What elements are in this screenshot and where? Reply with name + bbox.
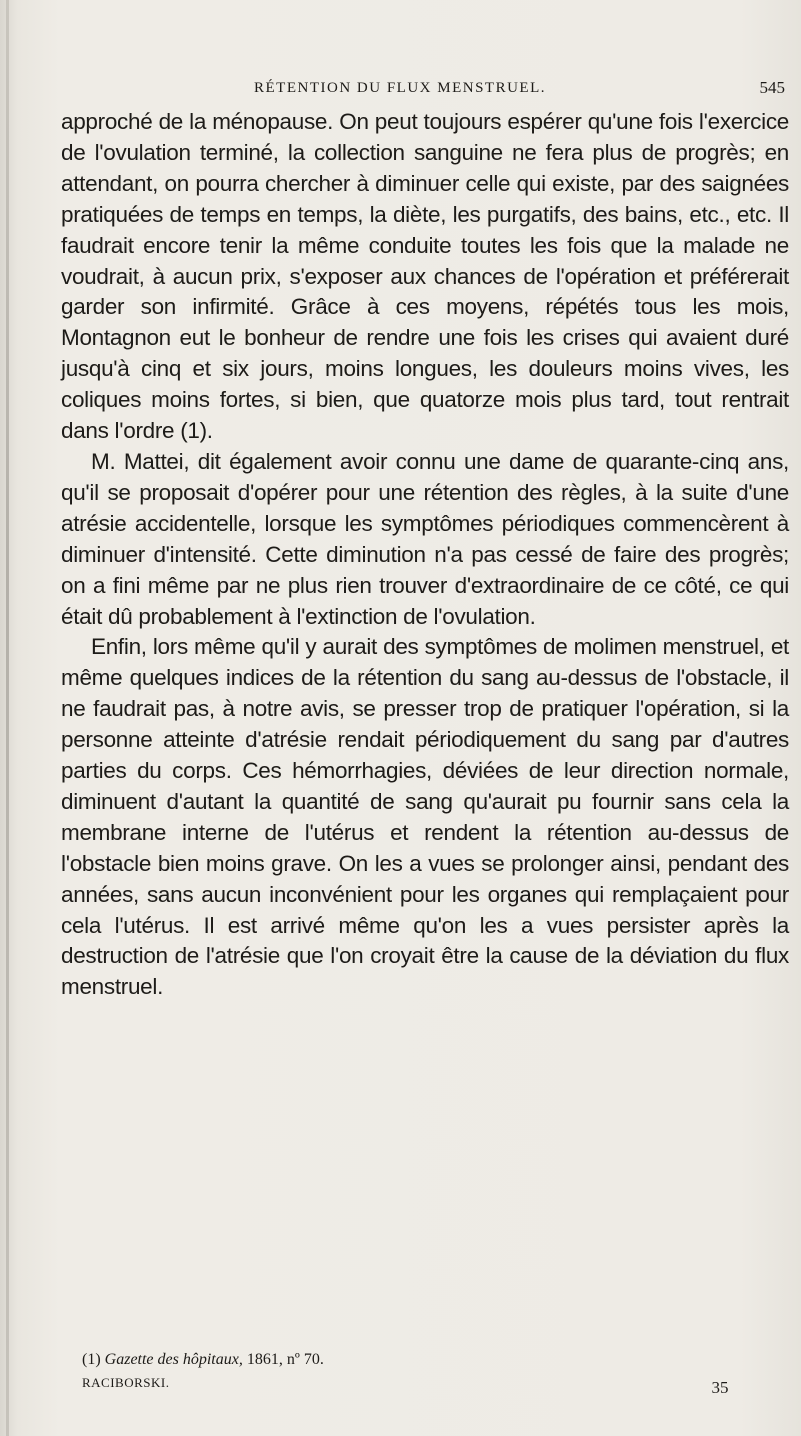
footnote-marker: (1): [82, 1351, 101, 1368]
footnote: [82, 1350, 682, 1370]
footnote-details: 1861, nº 70.: [246, 1351, 324, 1368]
binding-gutter: [6, 0, 9, 1436]
footnote-source: Gazette des hôpitaux,: [104, 1351, 243, 1368]
paragraph-continuation: approché de la ménopause. On peut toujours espérer qu'une fois l'exercice de l'ovulation terminé, la collection sanguine ne fera plus de progrès; en attendant, on pourra chercher à diminuer celle qui existe, par des saignées pratiquées de temps en temps, la diète, les purgatifs, des bains, etc., etc. Il faudrait encore tenir la même conduite toutes les fois que la malade ne voudrait, à aucun prix, s'exposer aux chances de l'opération et préférerait garder son infirmité. Grâce à ces moyens, répétés tous les mois, Montagnon eut le bonheur de rendre une fois les crises qui avaient duré jusqu'à cinq et six jours, moins longues, les douleurs moins vives, les coliques moins fortes, si bien, que quatorze mois plus tard, tout rentrait dans l'ordre (1).: [61, 109, 789, 444]
paragraph-mattei: M. Mattei, dit également avoir connu une dame de quarante-cinq ans, qu'il se proposait d'opérer pour une rétention des règles, à la suite d'une atrésie accidentelle, lorsque les symptômes périodiques commencèrent à diminuer d'intensité. Cette diminution n'a pas cessé de faire des progrès; on a fini même par ne plus rien trouver d'extraordinaire de ce côté, ce qui était dû probablement à l'extinction de l'ovulation.: [61, 448, 789, 629]
signature-author: RACIBORSKI.: [82, 1375, 170, 1390]
page-number: 545: [759, 78, 785, 97]
signature-sheet-number: 35: [711, 1378, 729, 1397]
paragraph-enfin: Enfin, lors même qu'il y aurait des symptômes de molimen menstruel, et même quelques indices de la rétention du sang au-dessus de l'obstacle, il ne faudrait pas, à notre avis, se presser trop de pratiquer l'opération, si la personne atteinte d'atrésie rendait périodiquement du sang par d'autres parties du corps. Ces hémorrhagies, déviées de leur direction normale, diminuent d'autant la quantité de sang qu'aurait pu fournir sans cela la membrane interne de l'utérus et rendent la rétention au-dessus de l'obstacle bien moins grave. On les a vues se prolonger ainsi, pendant des années, sans aucun inconvénient pour les organes qui remplaçaient pour cela l'utérus. Il est arrivé même qu'on les a vues persister après la destruction de l'atrésie que l'on croyait être la cause de la déviation du flux menstruel.: [61, 634, 789, 1000]
running-head: RÉTENTION DU FLUX MENSTRUEL.: [254, 80, 546, 96]
body-text: [61, 107, 789, 1003]
